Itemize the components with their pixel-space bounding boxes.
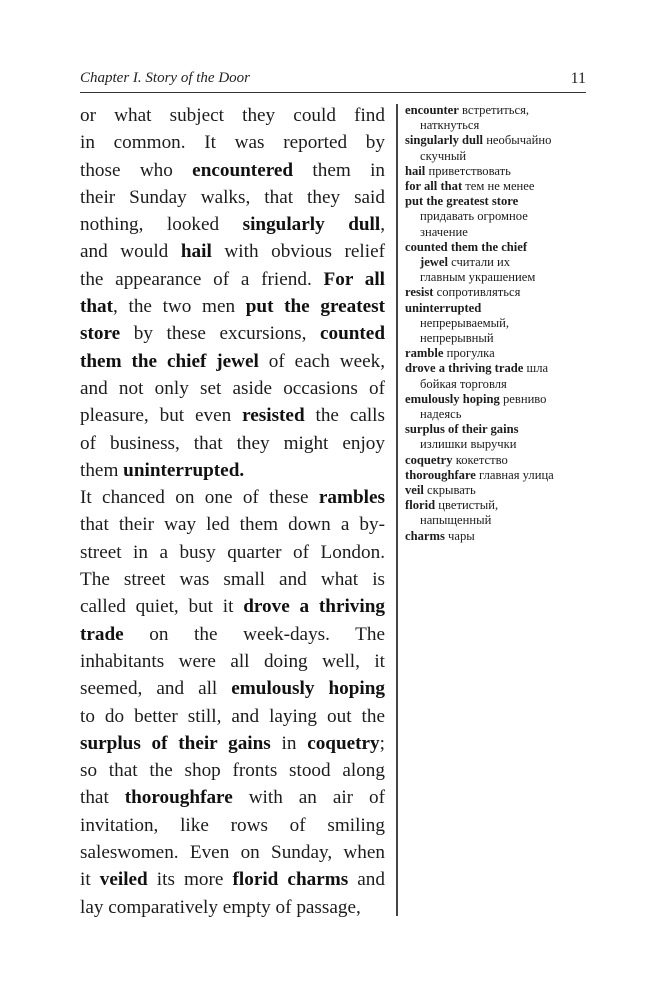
- text-line: [80, 266, 385, 293]
- glossary-term: encounter: [405, 103, 459, 117]
- glossary-translation-cont: наткнуться: [420, 118, 480, 133]
- text-run: It chanced on one of these: [80, 487, 319, 509]
- text-run: street in a busy quarter of London.: [80, 541, 385, 563]
- text-run: or what subject they could find: [80, 105, 385, 126]
- text-run: nothing, looked: [80, 214, 243, 236]
- glossary-translation-cont: бойкая торговля: [420, 376, 507, 391]
- text-run: those who: [80, 159, 193, 181]
- glossary-translation-cont: jewel считали их: [420, 255, 511, 270]
- vocab-term: emulously hoping: [231, 678, 385, 700]
- glossary-translation: встретиться,: [458, 103, 530, 117]
- text-run: The street was small and what is: [80, 569, 385, 591]
- glossary-translation: скрывать: [423, 483, 476, 498]
- text-line: [80, 511, 385, 538]
- text-line: [80, 730, 385, 757]
- glossary-translation: ревниво: [499, 391, 547, 406]
- glossary-entry: [405, 240, 590, 255]
- vocab-term: coquetry: [307, 732, 380, 754]
- text-line: [80, 430, 385, 457]
- glossary-translation: кокетство: [452, 452, 508, 467]
- text-line: [80, 566, 385, 593]
- glossary-translation: главная улица: [475, 467, 554, 482]
- glossary-entry: [405, 164, 590, 179]
- text-line: [80, 757, 385, 784]
- main-text: [80, 102, 385, 921]
- glossary-entry: [405, 453, 590, 468]
- text-line: [80, 402, 385, 429]
- glossary-entry: [405, 468, 590, 483]
- page-number: 11: [570, 70, 586, 87]
- text-line: [80, 539, 385, 566]
- text-line: [80, 866, 385, 893]
- column-divider: [396, 104, 398, 916]
- text-run: its more: [147, 869, 233, 891]
- vocab-term: trade: [80, 623, 124, 645]
- glossary-term: for all that: [405, 179, 463, 194]
- glossary-term: coquetry: [405, 452, 453, 467]
- glossary-term: put the greatest store: [405, 194, 519, 209]
- text-line: [80, 812, 385, 839]
- glossary-term: counted them the chief: [405, 239, 528, 254]
- text-line: [80, 457, 385, 484]
- glossary-translation: прогулка: [443, 346, 495, 361]
- text-line: [80, 293, 385, 320]
- text-line: [80, 238, 385, 265]
- vocab-term: uninterrupted.: [123, 459, 245, 481]
- text-run: it: [80, 869, 100, 891]
- glossary-translation-cont: скучный: [420, 148, 467, 163]
- glossary-term: resist: [405, 285, 434, 300]
- vocab-term: florid charms: [232, 869, 349, 891]
- glossary-translation-cont: главным украшением: [420, 270, 536, 285]
- text-run: invitation, like rows of smiling: [80, 814, 385, 836]
- vocab-term: drove a thriving: [243, 596, 385, 618]
- text-run: on the week-days. The: [123, 623, 385, 645]
- text-run: saleswomen. Even on Sunday, when: [80, 842, 385, 864]
- text-run: them in: [293, 159, 385, 181]
- glossary-term: surplus of their gains: [405, 422, 519, 437]
- text-line: [80, 648, 385, 675]
- text-run: the calls: [304, 405, 385, 427]
- text-run: and would: [80, 241, 181, 263]
- glossary-entry: [405, 103, 590, 118]
- glossary-entry: [405, 194, 590, 209]
- text-run: lay comparatively empty of passage,: [80, 896, 361, 918]
- glossary-entry: [405, 179, 590, 194]
- glossary-translation-cont: излишки выручки: [420, 437, 517, 452]
- vocab-term: singularly dull: [242, 214, 381, 236]
- glossary-term: singularly dull: [405, 133, 484, 148]
- text-run: with an air of: [232, 787, 385, 809]
- text-run: that: [80, 787, 125, 809]
- glossary-translation-cont: придавать огромное: [420, 209, 528, 224]
- glossary-term: florid: [405, 498, 436, 513]
- text-run: them: [80, 459, 124, 481]
- text-run: of business, that they might enjoy: [80, 432, 385, 454]
- text-line: [80, 102, 385, 129]
- page-header: [80, 70, 586, 92]
- text-run: by these excursions,: [120, 323, 320, 345]
- glossary-entry: [405, 133, 590, 148]
- glossary-term: uninterrupted: [405, 300, 482, 315]
- vocab-term: encountered: [192, 159, 294, 181]
- glossary-translation: чары: [444, 528, 475, 543]
- glossary-translation-cont: непрерываемый,: [420, 315, 509, 330]
- vocab-term: resisted: [242, 405, 305, 427]
- glossary-translation-cont: непрерывный: [420, 331, 494, 346]
- vocab-term: thoroughfare: [124, 787, 233, 809]
- vocab-term: For all: [323, 268, 385, 290]
- glossary: [405, 103, 590, 544]
- text-line: [80, 621, 385, 648]
- text-run: with obvious relief: [211, 241, 385, 263]
- text-run: and: [348, 869, 385, 891]
- vocab-term: surplus of their gains: [80, 732, 271, 754]
- glossary-translation-cont: надеясь: [420, 407, 462, 422]
- glossary-entry: [405, 483, 590, 498]
- glossary-entry: [405, 498, 590, 513]
- glossary-term: veil: [405, 483, 424, 498]
- glossary-entry: [405, 361, 590, 376]
- vocab-term: rambles: [318, 487, 385, 509]
- glossary-translation: цветистый,: [435, 498, 499, 513]
- text-line: [80, 484, 385, 511]
- text-run: seemed, and all: [80, 678, 232, 700]
- text-run: , the two men: [113, 296, 246, 318]
- vocab-term: store: [80, 323, 121, 345]
- text-run: to do better still, and laying out the: [80, 705, 385, 727]
- glossary-term: drove a thriving trade: [405, 361, 524, 376]
- text-run: ,: [380, 214, 385, 236]
- glossary-translation: шла: [523, 361, 549, 376]
- text-run: the appearance of a friend.: [80, 268, 324, 290]
- vocab-term: hail: [180, 241, 212, 263]
- glossary-term: emulously hoping: [405, 391, 500, 406]
- vocab-term: them the chief jewel: [80, 350, 259, 372]
- text-line: [80, 320, 385, 347]
- text-line: [80, 839, 385, 866]
- chapter-title: Chapter I. Story of the Door: [80, 70, 250, 86]
- text-run: their Sunday walks, that they said: [80, 186, 385, 208]
- glossary-translation-cont: напыщенный: [420, 513, 492, 528]
- vocab-term: put the greatest: [245, 296, 385, 318]
- vocab-term: counted: [319, 323, 385, 345]
- text-run: ;: [379, 732, 385, 754]
- text-line: [80, 211, 385, 238]
- text-line: [80, 675, 385, 702]
- glossary-translation: необычайно: [483, 133, 552, 148]
- vocab-term: that: [80, 296, 114, 318]
- text-run: of each week,: [258, 350, 386, 372]
- text-run: pleasure, but even: [80, 405, 243, 427]
- glossary-entry: [405, 285, 590, 300]
- header-rule: [80, 92, 586, 93]
- text-line: [80, 703, 385, 730]
- text-line: [80, 348, 385, 375]
- text-run: that their way led them down a by-: [80, 514, 385, 536]
- glossary-translation-cont: значение: [420, 224, 468, 239]
- text-line: [80, 784, 385, 811]
- glossary-term: ramble: [405, 346, 444, 361]
- text-run: and not only set aside occasions of: [80, 377, 385, 399]
- glossary-term: charms: [405, 528, 445, 543]
- glossary-translation: приветствовать: [425, 163, 511, 178]
- text-line: [80, 129, 385, 156]
- text-line: [80, 375, 385, 402]
- glossary-translation: тем не менее: [462, 179, 535, 194]
- glossary-translation: сопротивляться: [433, 285, 521, 300]
- glossary-term: hail: [405, 163, 426, 178]
- text-line: [80, 157, 385, 184]
- text-line: [80, 184, 385, 211]
- glossary-term: thoroughfare: [405, 467, 476, 482]
- glossary-entry: [405, 529, 590, 544]
- text-line: [80, 593, 385, 620]
- text-run: so that the shop fronts stood along: [80, 760, 385, 782]
- glossary-entry: [405, 392, 590, 407]
- vocab-term: veiled: [99, 869, 148, 891]
- text-line: [80, 894, 385, 921]
- text-run: inhabitants were all doing well, it: [80, 650, 385, 672]
- text-run: called quiet, but it: [80, 596, 244, 618]
- glossary-entry: [405, 422, 590, 437]
- glossary-entry: [405, 301, 590, 316]
- text-run: in common. It was reported by: [80, 132, 385, 154]
- text-run: in: [270, 732, 308, 754]
- glossary-entry: [405, 346, 590, 361]
